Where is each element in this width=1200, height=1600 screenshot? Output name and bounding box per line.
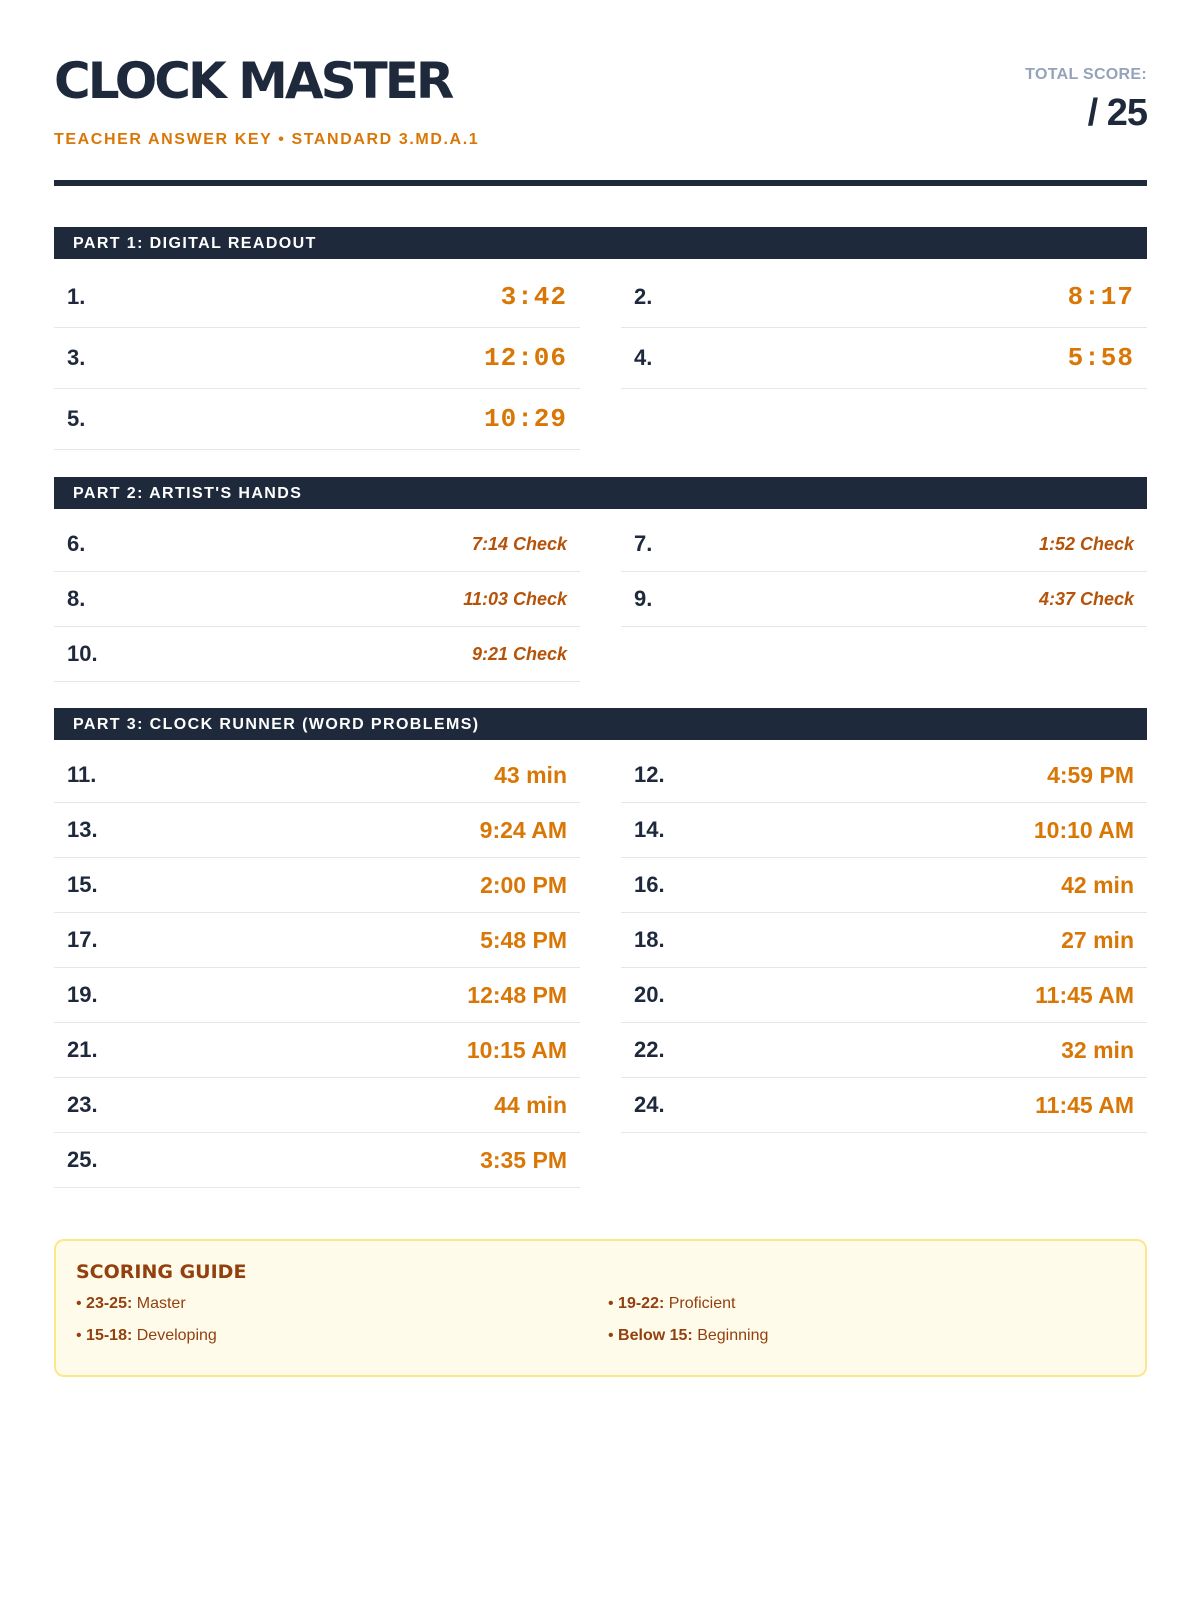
part-1-title: PART 1: DIGITAL READOUT <box>54 227 1147 259</box>
total-score <box>1025 66 1147 132</box>
header <box>54 0 1147 186</box>
answer-row <box>54 389 580 450</box>
answer-row <box>621 1023 1147 1078</box>
question-number: 11. <box>67 762 97 787</box>
answer-row <box>621 803 1147 858</box>
answer-row <box>621 913 1147 968</box>
answer-value: 5:58 <box>1067 343 1134 373</box>
question-number: 15. <box>67 872 98 897</box>
answer-value: 12:06 <box>483 343 567 373</box>
part-2-answers <box>54 517 1147 682</box>
question-number: 12. <box>634 762 665 787</box>
score-value: / 25 <box>1087 92 1147 134</box>
part-3-answers <box>54 748 1147 1188</box>
question-number: 25. <box>67 1147 98 1172</box>
answer-value: 3:35 PM <box>480 1146 567 1173</box>
question-number: 23. <box>67 1092 98 1117</box>
answer-value: 32 min <box>1061 1036 1134 1063</box>
answer-key-page <box>54 0 1147 1344</box>
scoring-level: • 15-18: Developing <box>76 1327 217 1344</box>
answer-row <box>621 968 1147 1023</box>
part-1-answers <box>54 267 1147 450</box>
answer-value: 9:21 Check <box>471 643 567 664</box>
answer-value: 1:52 Check <box>1038 533 1134 554</box>
answer-row <box>54 748 580 803</box>
answer-row <box>621 328 1147 389</box>
scoring-level: • 19-22: Proficient <box>608 1295 736 1312</box>
part-3-section <box>54 708 1147 1188</box>
score-range: 15-18: <box>86 1327 133 1344</box>
question-number: 19. <box>67 982 98 1007</box>
question-number: 18. <box>634 927 665 952</box>
score-range: 19-22: <box>618 1295 665 1312</box>
question-number: 14. <box>634 817 665 842</box>
answer-value: 10:29 <box>483 404 567 434</box>
answer-value: 11:45 AM <box>1035 981 1134 1008</box>
question-number: 7. <box>634 531 653 556</box>
question-number: 22. <box>634 1037 665 1062</box>
scoring-level: • Below 15: Beginning <box>608 1327 769 1344</box>
score-level-label: Developing <box>136 1327 217 1344</box>
answer-value: 27 min <box>1061 926 1134 953</box>
answer-row <box>54 803 580 858</box>
answer-row <box>621 572 1147 627</box>
scoring-level: • 23-25: Master <box>76 1295 186 1312</box>
question-number: 5. <box>67 406 86 431</box>
question-number: 6. <box>67 531 86 556</box>
answer-value: 12:48 PM <box>467 981 567 1008</box>
part-3-title: PART 3: CLOCK RUNNER (WORD PROBLEMS) <box>54 708 1147 740</box>
answer-value: 9:24 AM <box>479 816 567 843</box>
answer-value: 3:42 <box>500 282 567 312</box>
question-number: 9. <box>634 586 653 611</box>
score-label: TOTAL SCORE: <box>1025 66 1147 83</box>
answer-row <box>54 267 580 328</box>
answer-value: 11:03 Check <box>463 588 567 609</box>
part-2-section <box>54 477 1147 682</box>
score-level-label: Proficient <box>668 1295 736 1312</box>
score-level-label: Master <box>136 1295 186 1312</box>
answer-value: 8:17 <box>1067 282 1134 312</box>
question-number: 2. <box>634 284 653 309</box>
answer-value: 5:48 PM <box>480 926 567 953</box>
answer-value: 11:45 AM <box>1035 1091 1134 1118</box>
answer-row <box>54 1023 580 1078</box>
answer-value: 7:14 Check <box>471 533 567 554</box>
answer-row <box>621 748 1147 803</box>
question-number: 16. <box>634 872 665 897</box>
question-number: 17. <box>67 927 98 952</box>
score-range: 23-25: <box>86 1295 133 1312</box>
answer-value: 42 min <box>1061 871 1134 898</box>
question-number: 10. <box>67 641 98 666</box>
answer-row <box>54 858 580 913</box>
answer-row <box>54 1133 580 1188</box>
question-number: 20. <box>634 982 665 1007</box>
answer-row <box>54 1078 580 1133</box>
answer-row <box>54 517 580 572</box>
answer-row <box>621 858 1147 913</box>
answer-row <box>54 913 580 968</box>
answer-row <box>54 328 580 389</box>
answer-value: 44 min <box>494 1091 567 1118</box>
answer-row <box>54 572 580 627</box>
answer-value: 43 min <box>494 761 567 788</box>
answer-value: 4:59 PM <box>1047 761 1134 788</box>
answer-value: 10:10 AM <box>1033 816 1134 843</box>
answer-row <box>621 1078 1147 1133</box>
question-number: 21. <box>67 1037 98 1062</box>
part-2-title: PART 2: ARTIST'S HANDS <box>54 477 1147 509</box>
question-number: 3. <box>67 345 86 370</box>
answer-row <box>54 968 580 1023</box>
answer-value: 10:15 AM <box>466 1036 567 1063</box>
answer-value: 4:37 Check <box>1038 588 1134 609</box>
page-title: CLOCK MASTER <box>54 52 452 110</box>
score-level-label: Beginning <box>697 1327 769 1344</box>
page-subtitle: TEACHER ANSWER KEY • STANDARD 3.MD.A.1 <box>54 131 480 148</box>
question-number: 24. <box>634 1092 665 1117</box>
scoring-guide-list <box>76 1295 1126 1345</box>
score-range: Below 15: <box>618 1327 693 1344</box>
part-1-section <box>54 227 1147 450</box>
question-number: 13. <box>67 817 98 842</box>
question-number: 8. <box>67 586 86 611</box>
answer-row <box>621 517 1147 572</box>
question-number: 1. <box>67 284 86 309</box>
answer-row <box>54 627 580 682</box>
answer-row <box>621 267 1147 328</box>
answer-value: 2:00 PM <box>480 871 567 898</box>
question-number: 4. <box>634 345 653 370</box>
scoring-guide-title: SCORING GUIDE <box>76 1261 247 1283</box>
scoring-guide <box>54 1239 1147 1377</box>
